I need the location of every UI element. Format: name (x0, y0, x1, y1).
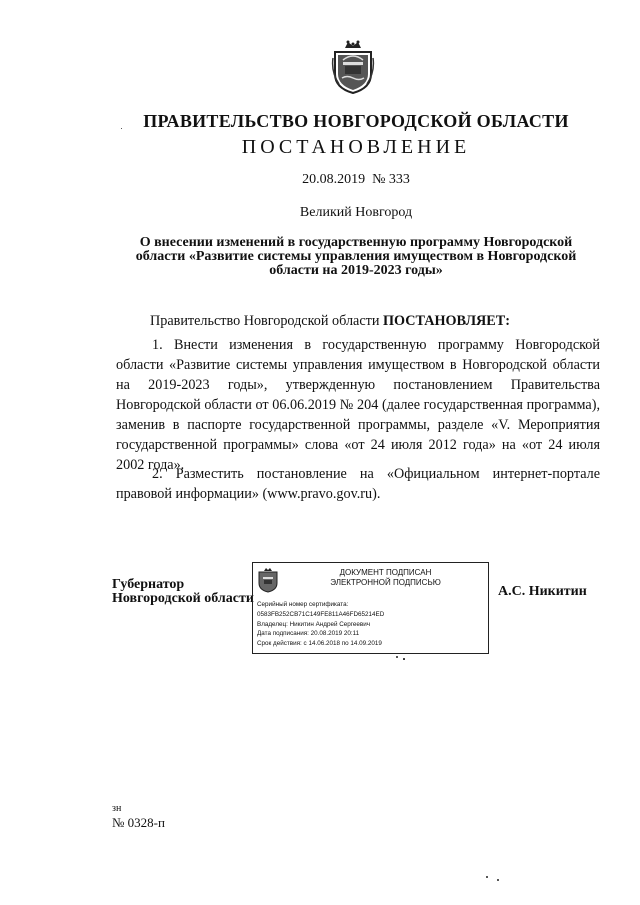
role-line: Губернатор (112, 577, 185, 592)
city: Великий Новгород (299, 205, 413, 220)
signatory-role (112, 578, 254, 606)
registration-code: зн (112, 803, 122, 814)
title-line: области «Развитие системы управления имуществом в Новгородской (135, 249, 577, 264)
organization-name: ПРАВИТЕЛЬСТВО НОВГОРОДСКОЙ ОБЛАСТИ (143, 111, 569, 131)
paragraph-1: 1. Внести изменения в государственную программу Новгородской области «Развитие системы управления имуществом в Новгородской области на 2019-2023 годы», утвержденную постановлением Правительства Новгородской области от 06.06.2019 № 204 (далее государственная программа), заменив в паспорте государственной программы, разделе «V. Мероприятия государственной программы» слова «от 24 июля 2012 года» на «от 24 июля 2002 года». (116, 337, 600, 473)
title-line: области на 2019-2023 годы» (269, 263, 443, 278)
signatory-name: А.С. Никитин (498, 584, 587, 599)
registration-number: № 0328-п (112, 815, 165, 830)
cert-serial: 0583FB252CB71C149FE811A46FD65214ED (257, 610, 385, 618)
document-title (120, 236, 592, 278)
registration-block (112, 802, 165, 830)
date-number-line (0, 172, 640, 188)
number-label: № (372, 172, 386, 187)
stamp-heading (293, 568, 478, 588)
signing-date: Дата подписания: 20.08.2019 20:11 (257, 630, 360, 638)
scan-speck (121, 128, 122, 129)
coat-of-arms-icon (331, 38, 375, 94)
electronic-signature-stamp (252, 562, 489, 654)
intro-text: Правительство Новгородской области (150, 313, 380, 329)
stamp-heading-line: ДОКУМЕНТ ПОДПИСАН (339, 568, 432, 577)
scan-speck (497, 879, 499, 881)
intro-decree-word: ПОСТАНОВЛЯЕТ: (382, 313, 510, 329)
title-line: О внесении изменений в государственную программу Новгородской (139, 235, 573, 250)
document-date: 20.08.2019 (302, 172, 366, 187)
resolution-intro (150, 313, 510, 330)
stamp-heading-line: ЭЛЕКТРОННОЙ ПОДПИСЬЮ (330, 578, 441, 587)
cert-label: Серийный номер сертификата: (257, 601, 349, 608)
coat-of-arms-icon (257, 567, 279, 593)
scan-speck (396, 656, 398, 658)
role-line: Новгородской области (112, 591, 254, 606)
scan-speck (403, 658, 405, 660)
document-number: 333 (388, 172, 410, 187)
cert-owner: Владелец: Никитин Андрей Сергеевич (257, 620, 371, 628)
document-type: ПОСТАНОВЛЕНИЕ (241, 136, 471, 158)
cert-validity: Срок действия: с 14.06.2018 по 14.09.2019 (257, 640, 382, 648)
paragraph-2: 2. Разместить постановление на «Официальном интернет-портале правовой информации» (www.pravo.gov.ru). (116, 466, 600, 502)
scan-speck (486, 876, 488, 878)
stamp-details (257, 600, 384, 649)
